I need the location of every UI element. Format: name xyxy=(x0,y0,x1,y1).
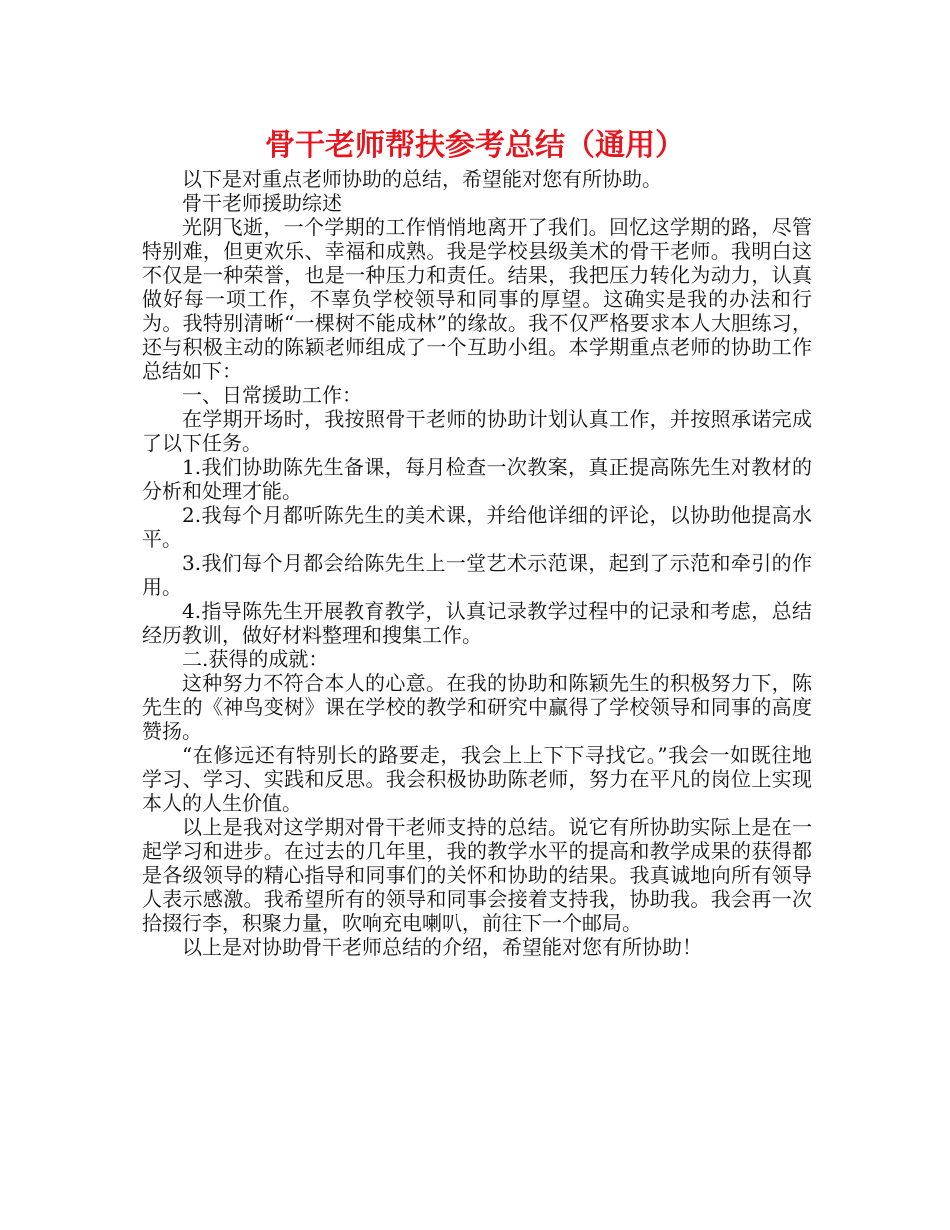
list-item: 3.我们每个月都会给陈先生上一堂艺术示范课，起到了示范和牵引的作用。 xyxy=(142,551,812,599)
body-paragraph: “在修远还有特别长的路要走，我会上上下下寻找它。”我会一如既往地学习、学习、实践和反思。我会积极协助陈老师，努力在平凡的岗位上实现本人的人生价值。 xyxy=(142,743,812,815)
body-paragraph: 在学期开场时，我按照骨干老师的协助计划认真工作，并按照承诺完成了以下任务。 xyxy=(142,407,812,455)
section-heading: 一、日常援助工作： xyxy=(182,383,362,407)
body-paragraph: 光阴飞逝，一个学期的工作悄悄地离开了我们。回忆这学期的路，尽管特别难，但更欢乐、幸福和成熟。我是学校县级美术的骨干老师。我明白这不仅是一种荣誉，也是一种压力和责任。结果，我把压力转化为动力，认真做好每一项工作，不辜负学校领导和同事的厚望。这确实是我的办法和行为。我特别清晰“一棵树不能成林”的缘故。我不仅严格要求本人大胆练习，还与积极主动的陈颖老师组成了一个互助小组。本学期重点老师的协助工作总结如下： xyxy=(142,215,812,383)
document-body xyxy=(142,167,812,959)
intro-paragraph: 以下是对重点老师协助的总结，希望能对您有所协助。 xyxy=(182,167,662,191)
list-item: 2.我每个月都听陈先生的美术课，并给他详细的评论，以协助他提高水平。 xyxy=(142,503,812,551)
body-paragraph: 这种努力不符合本人的心意。在我的协助和陈颖先生的积极努力下，陈先生的《神鸟变树》课在学校的教学和研究中赢得了学校领导和同事的高度赞扬。 xyxy=(142,671,812,743)
list-item: 1.我们协助陈先生备课，每月检查一次教案，真正提高陈先生对教材的分析和处理才能。 xyxy=(142,455,812,503)
body-paragraph: 以上是我对这学期对骨干老师支持的总结。说它有所协助实际上是在一起学习和进步。在过去的几年里，我的教学水平的提高和教学成果的获得都是各级领导的精心指导和同事们的关怀和协助的结果。我真诚地向所有领导人表示感激。我希望所有的领导和同事会接着支持我，协助我。我会再一次拾掇行李，积聚力量，吹响充电喇叭，前往下一个邮局。 xyxy=(142,815,812,935)
document-title: 骨干老师帮扶参考总结（通用） xyxy=(265,128,685,163)
list-item: 4.指导陈先生开展教育教学，认真记录教学过程中的记录和考虑，总结经历教训，做好材料整理和搜集工作。 xyxy=(142,599,812,647)
closing-paragraph: 以上是对协助骨干老师总结的介绍，希望能对您有所协助！ xyxy=(182,935,702,959)
section-heading: 二.获得的成就： xyxy=(182,647,329,671)
section-heading: 骨干老师援助综述 xyxy=(182,191,342,215)
